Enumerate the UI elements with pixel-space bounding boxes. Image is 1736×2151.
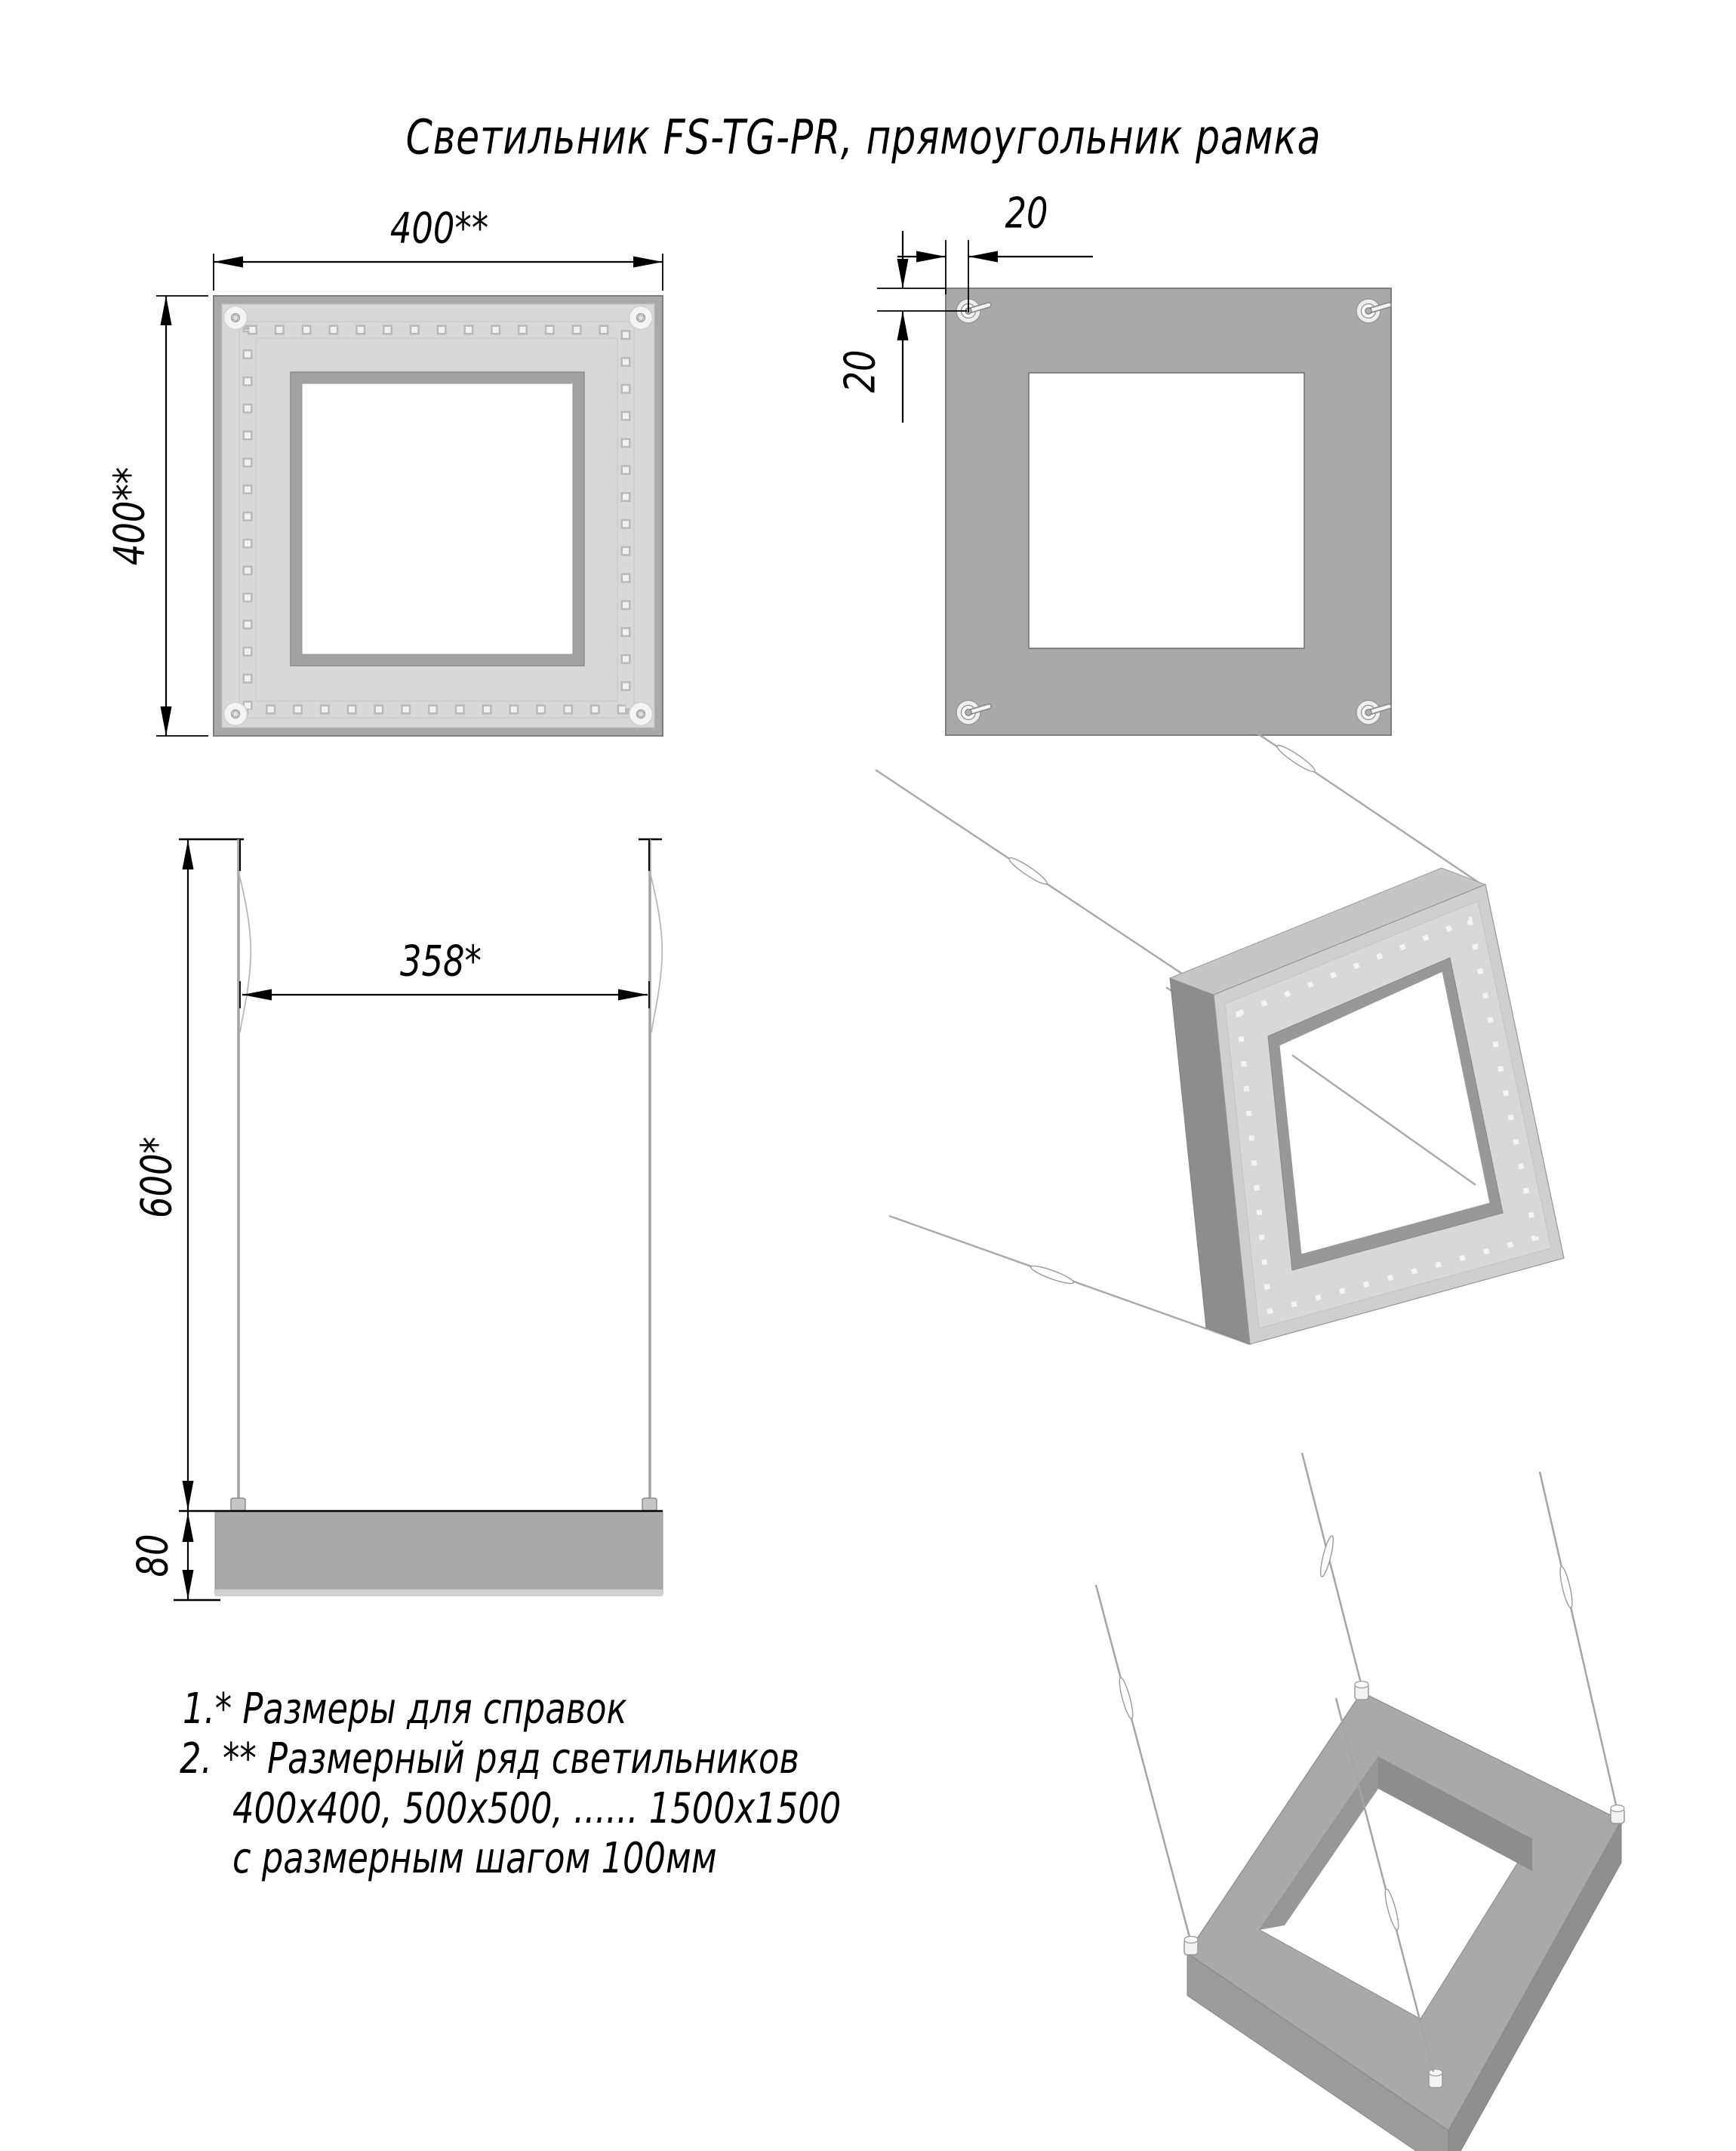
front-height-label: 400**: [105, 466, 155, 566]
cable-gripper-wire: [650, 872, 662, 1032]
corner-screw-icon: [224, 306, 248, 330]
fixture-profile-edge: [215, 1589, 663, 1596]
front-view: [214, 296, 663, 736]
corner-screw-icon: [224, 703, 248, 726]
front-opening: [302, 383, 573, 654]
note-line-1: 1.* Размеры для справок: [183, 1685, 627, 1734]
cable-swage: [1007, 855, 1049, 888]
iso-view-back: [1096, 1453, 1624, 2151]
note-line-3: 400x400, 500x500, ...... 1500x1500: [232, 1784, 842, 1833]
suspension-length-label: 600*: [132, 1137, 182, 1218]
cable-gripper: [642, 1498, 657, 1511]
dimension-front-width: [214, 254, 663, 291]
fixture-profile: [215, 1511, 663, 1594]
back-view: [946, 288, 1391, 735]
corner-screw-icon: [629, 306, 653, 330]
hole-offset-x-label: 20: [1005, 189, 1048, 238]
hole-offset-y-label: 20: [836, 349, 885, 393]
cable-gripper: [1184, 1937, 1198, 1956]
dimension-suspension-length: [183, 840, 194, 1510]
back-opening: [1029, 373, 1304, 648]
cable-swage: [1558, 1566, 1574, 1609]
cable-gripper: [1355, 1682, 1368, 1700]
cable-gripper-wire: [239, 872, 251, 1032]
corner-screw-icon: [629, 703, 653, 726]
dimension-front-height: [156, 296, 208, 736]
cable-spacing-label: 358*: [400, 937, 482, 986]
cable-gripper: [231, 1498, 245, 1511]
cable-swage: [1275, 743, 1317, 775]
note-line-2: 2. ** Размерный ряд светильников: [180, 1734, 799, 1783]
drawing-title: Светильник FS-TG-PR, прямоугольник рамка: [405, 109, 1322, 165]
cable-swage: [1117, 1677, 1135, 1720]
front-width-label: 400**: [389, 204, 489, 254]
cable-gripper: [1611, 1805, 1624, 1824]
cable-gripper: [1429, 2069, 1442, 2088]
iso-view-front: [876, 655, 1564, 1344]
note-line-4: с размерным шагом 100мм: [232, 1834, 717, 1883]
cable-swage: [1030, 1263, 1075, 1287]
profile-height-label: 80: [128, 1534, 178, 1577]
dimension-profile-height: [183, 1512, 194, 1599]
